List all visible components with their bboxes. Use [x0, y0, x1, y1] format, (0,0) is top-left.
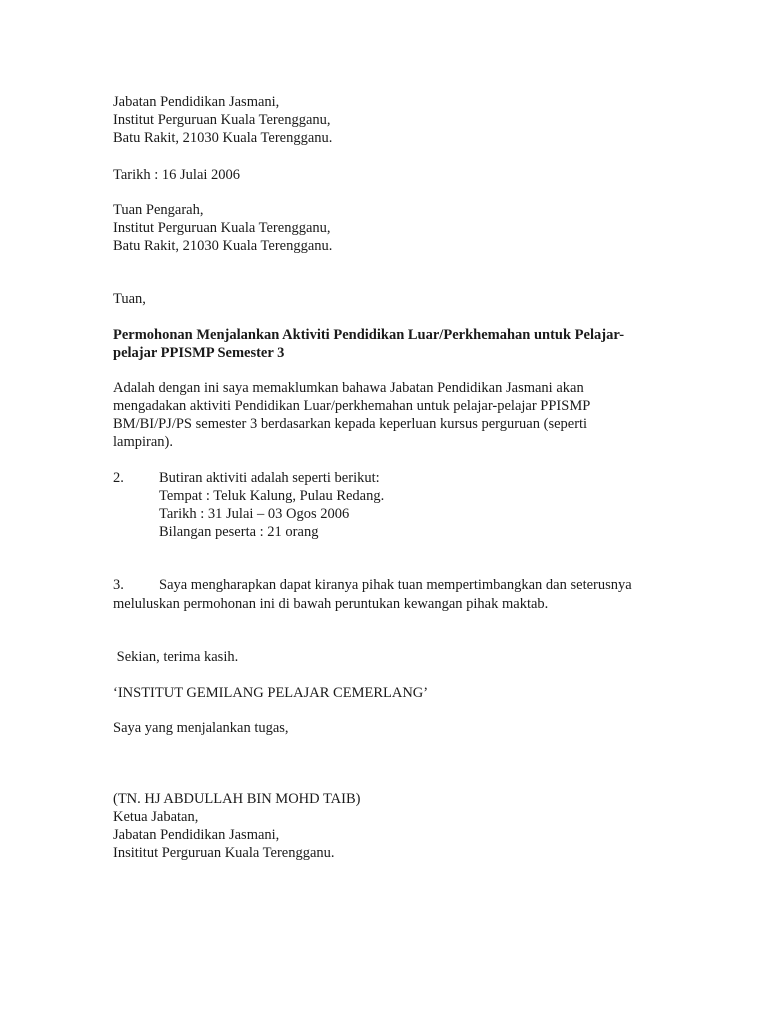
sign-off-text: Saya yang menjalankan tugas, [113, 720, 289, 736]
signatory-name: (TN. HJ ABDULLAH BIN MOHD TAIB) [113, 791, 361, 807]
motto-text: ‘INSTITUT GEMILANG PELAJAR CEMERLANG’ [113, 685, 429, 701]
signatory-line: Insititut Perguruan Kuala Terengganu. [113, 845, 335, 861]
paragraph-1 [113, 379, 673, 451]
sender-address-line: Jabatan Pendidikan Jasmani, [113, 94, 280, 110]
signatory-line: Jabatan Pendidikan Jasmani, [113, 827, 280, 843]
paragraph-line: Saya mengharapkan dapat kiranya pihak tuan mempertimbangkan dan seterusnya [159, 577, 632, 593]
recipient-address-line: Institut Perguruan Kuala Terengganu, [113, 220, 331, 236]
salutation [113, 290, 673, 308]
recipient-address-line: Batu Rakit, 21030 Kuala Terengganu. [113, 238, 333, 254]
sender-address-line: Institut Perguruan Kuala Terengganu, [113, 112, 331, 128]
paragraph-line: Adalah dengan ini saya memaklumkan bahawa Jabatan Pendidikan Jasmani akan [113, 380, 584, 396]
item-number: 3. [113, 577, 124, 593]
sign-off [113, 719, 673, 737]
detail-line: Tempat : Teluk Kalung, Pulau Redang. [159, 488, 385, 504]
detail-line: Butiran aktiviti adalah seperti berikut: [159, 470, 380, 486]
subject-line: Permohonan Menjalankan Aktiviti Pendidikan Luar/Perkhemahan untuk Pelajar- [113, 327, 625, 343]
salutation-text: Tuan, [113, 291, 146, 307]
subject-heading [113, 326, 673, 362]
paragraph-2 [113, 469, 673, 549]
signatory-block [113, 790, 673, 862]
closing [113, 648, 673, 666]
recipient-address [113, 201, 673, 255]
letter-date [113, 166, 673, 184]
sender-address [113, 93, 673, 147]
closing-text: Sekian, terima kasih. [113, 649, 239, 665]
date-line: Tarikh : 16 Julai 2006 [113, 167, 241, 183]
recipient-address-line: Tuan Pengarah, [113, 202, 204, 218]
item-number: 2. [113, 470, 124, 486]
paragraph-line: lampiran). [113, 434, 173, 450]
sender-address-line: Batu Rakit, 21030 Kuala Terengganu. [113, 130, 333, 146]
paragraph-line: meluluskan permohonan ini di bawah peruntukan kewangan pihak maktab. [113, 596, 549, 612]
signatory-line: Ketua Jabatan, [113, 809, 199, 825]
paragraph-line: mengadakan aktiviti Pendidikan Luar/perkhemahan untuk pelajar-pelajar PPISMP [113, 398, 591, 414]
paragraph-3 [113, 576, 673, 616]
detail-line: Tarikh : 31 Julai – 03 Ogos 2006 [159, 506, 350, 522]
detail-line: Bilangan peserta : 21 orang [159, 524, 319, 540]
activity-details [159, 469, 384, 541]
motto [113, 684, 673, 702]
subject-line: pelajar PPISMP Semester 3 [113, 345, 285, 361]
paragraph-line: BM/BI/PJ/PS semester 3 berdasarkan kepada keperluan kursus perguruan (seperti [113, 416, 588, 432]
